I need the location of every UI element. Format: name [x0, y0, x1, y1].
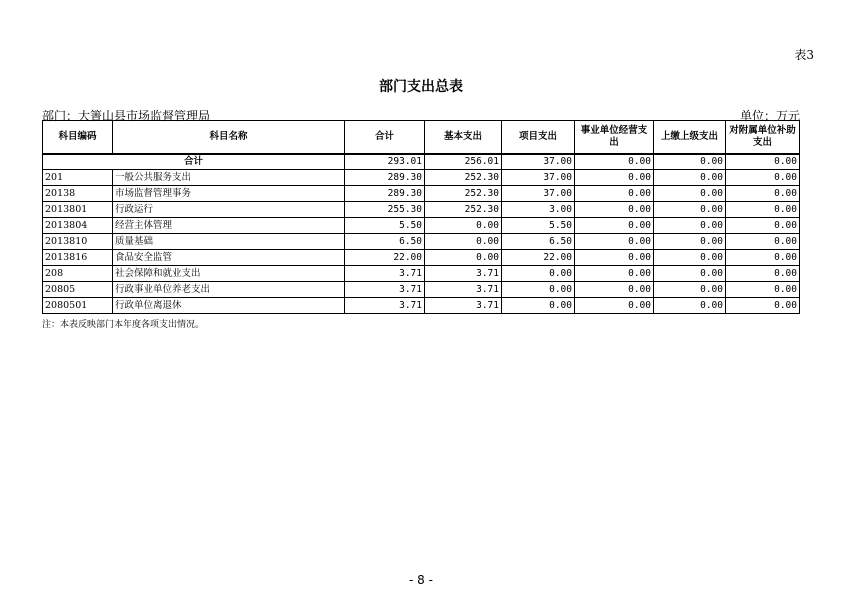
row-value: 3.71	[345, 298, 425, 314]
expenditure-table	[42, 120, 800, 314]
table-row	[43, 266, 800, 282]
row-value: 0.00	[726, 298, 800, 314]
row-value: 0.00	[726, 170, 800, 186]
row-value: 0.00	[654, 170, 726, 186]
row-name: 食品安全监管	[113, 250, 345, 266]
row-value: 255.30	[345, 202, 425, 218]
row-value: 3.71	[425, 266, 502, 282]
row-code: 201	[43, 170, 113, 186]
col-header-code: 科目编码	[43, 121, 113, 154]
row-value: 252.30	[425, 170, 502, 186]
row-value: 0.00	[575, 202, 654, 218]
row-value: 289.30	[345, 186, 425, 202]
col-header-project: 项目支出	[502, 121, 575, 154]
row-value: 22.00	[502, 250, 575, 266]
col-header-name: 科目名称	[113, 121, 345, 154]
total-row	[43, 154, 800, 170]
row-value: 0.00	[575, 234, 654, 250]
row-value: 0.00	[726, 234, 800, 250]
row-value: 289.30	[345, 170, 425, 186]
table-row	[43, 298, 800, 314]
row-value: 0.00	[654, 186, 726, 202]
row-code: 2080501	[43, 298, 113, 314]
row-code: 20138	[43, 186, 113, 202]
table-number: 表3	[794, 48, 814, 62]
table-row	[43, 218, 800, 234]
row-value: 0.00	[726, 282, 800, 298]
row-value: 0.00	[502, 298, 575, 314]
row-code: 2013816	[43, 250, 113, 266]
total-cell: 0.00	[575, 154, 654, 170]
row-value: 0.00	[654, 202, 726, 218]
col-header-business: 事业单位经营支出	[575, 121, 654, 154]
page-number: - 8 -	[409, 573, 433, 587]
row-value: 252.30	[425, 202, 502, 218]
table-row	[43, 186, 800, 202]
table-row	[43, 250, 800, 266]
row-value: 0.00	[726, 218, 800, 234]
unit-label: 单位：万元	[739, 109, 800, 123]
row-value: 0.00	[575, 250, 654, 266]
row-value: 0.00	[726, 202, 800, 218]
col-header-remit: 上缴上级支出	[654, 121, 726, 154]
row-code: 2013804	[43, 218, 113, 234]
row-value: 0.00	[575, 218, 654, 234]
row-value: 252.30	[425, 186, 502, 202]
row-name: 市场监督管理事务	[113, 186, 345, 202]
table-row	[43, 170, 800, 186]
row-value: 5.50	[502, 218, 575, 234]
row-value: 6.50	[502, 234, 575, 250]
row-value: 3.71	[425, 282, 502, 298]
row-code: 2013801	[43, 202, 113, 218]
row-name: 行政单位离退休	[113, 298, 345, 314]
total-cell: 0.00	[726, 154, 800, 170]
total-cell: 0.00	[654, 154, 726, 170]
row-value: 6.50	[345, 234, 425, 250]
row-value: 0.00	[575, 170, 654, 186]
total-cell: 256.01	[425, 154, 502, 170]
footnote: 注：本表反映部门本年度各项支出情况。	[42, 320, 205, 330]
row-name: 行政运行	[113, 202, 345, 218]
row-code: 2013810	[43, 234, 113, 250]
row-value: 0.00	[654, 266, 726, 282]
row-value: 3.71	[345, 266, 425, 282]
total-label: 合计	[43, 154, 345, 170]
row-value: 0.00	[726, 186, 800, 202]
row-value: 0.00	[654, 234, 726, 250]
row-value: 0.00	[575, 266, 654, 282]
row-value: 0.00	[654, 218, 726, 234]
row-value: 0.00	[575, 186, 654, 202]
row-name: 社会保障和就业支出	[113, 266, 345, 282]
row-value: 0.00	[575, 298, 654, 314]
row-value: 0.00	[726, 250, 800, 266]
total-cell: 37.00	[502, 154, 575, 170]
row-value: 0.00	[654, 250, 726, 266]
row-code: 20805	[43, 282, 113, 298]
row-value: 3.71	[425, 298, 502, 314]
row-value: 22.00	[345, 250, 425, 266]
col-header-subsidy: 对附属单位补助支出	[726, 121, 800, 154]
row-value: 0.00	[575, 282, 654, 298]
col-header-total: 合计	[345, 121, 425, 154]
row-value: 0.00	[425, 218, 502, 234]
row-value: 3.71	[345, 282, 425, 298]
row-name: 质量基础	[113, 234, 345, 250]
table-row	[43, 234, 800, 250]
department-label: 部门：大箐山县市场监督管理局	[42, 109, 211, 123]
row-code: 208	[43, 266, 113, 282]
table-header-row	[43, 121, 800, 154]
row-value: 0.00	[502, 282, 575, 298]
row-value: 0.00	[502, 266, 575, 282]
row-name: 经营主体管理	[113, 218, 345, 234]
row-value: 0.00	[654, 282, 726, 298]
row-value: 0.00	[654, 298, 726, 314]
col-header-basic: 基本支出	[425, 121, 502, 154]
table-row	[43, 282, 800, 298]
total-cell: 293.01	[345, 154, 425, 170]
row-value: 37.00	[502, 186, 575, 202]
row-value: 5.50	[345, 218, 425, 234]
table-row	[43, 202, 800, 218]
row-value: 0.00	[425, 250, 502, 266]
row-value: 37.00	[502, 170, 575, 186]
row-value: 0.00	[425, 234, 502, 250]
page-title: 部门支出总表	[379, 79, 463, 95]
row-value: 3.00	[502, 202, 575, 218]
row-value: 0.00	[726, 266, 800, 282]
row-name: 行政事业单位养老支出	[113, 282, 345, 298]
row-name: 一般公共服务支出	[113, 170, 345, 186]
